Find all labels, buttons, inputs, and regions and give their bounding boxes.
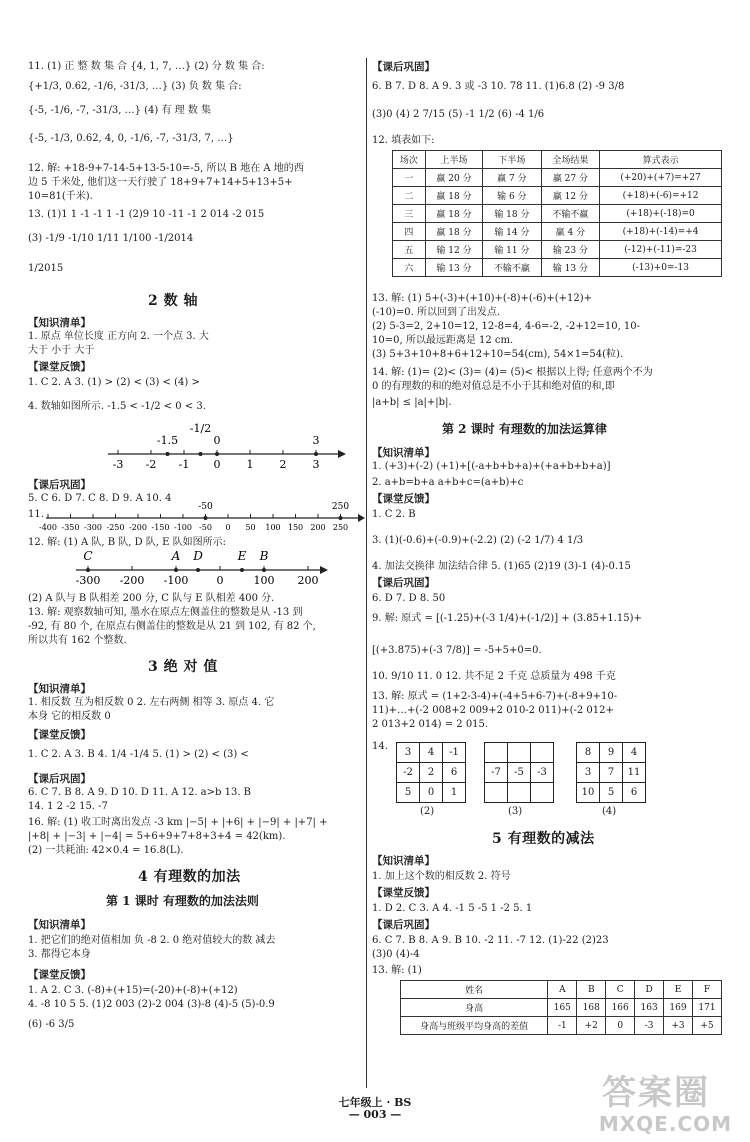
- nl2-tick-label: -150: [151, 523, 170, 532]
- s2-homework-2: 11.: [28, 509, 44, 520]
- table-row: [393, 223, 722, 241]
- grid-row: [577, 783, 646, 803]
- table-cell: 赢 18 分: [425, 187, 482, 205]
- nl1-tick-label: 2: [279, 458, 287, 471]
- s4-knowledge-2: 3. 都得它本身: [28, 949, 91, 960]
- nl1-tick-label: -1: [178, 458, 190, 471]
- r-homework5-3: 13. 解: (1): [372, 965, 422, 976]
- grid-cell: 5: [600, 783, 623, 803]
- table-row: [393, 259, 722, 277]
- table-row: [393, 169, 722, 187]
- s4-knowledge-1: 1. 把它们的绝对值相加 负 -8 2. 0 绝对值较大的数 减去: [28, 935, 276, 946]
- table-cell: 下半场: [483, 151, 542, 169]
- table-cell: +2: [577, 1017, 606, 1035]
- nl1-tick-label: -2: [145, 458, 157, 471]
- s3-knowledge-1: 1. 相反数 互为相反数 0 2. 左右两侧 相等 3. 原点 4. 它: [28, 697, 275, 708]
- s2-knowledge-2: 大于 小于 大于: [28, 345, 95, 356]
- r-q13-4: 10=0, 所以最远距离是 12 cm.: [372, 335, 514, 346]
- table-cell: (+20)+(+7)=+27: [600, 169, 722, 187]
- table-cell: (-12)+(-11)=-23: [600, 241, 722, 259]
- table-cell: 赢 18 分: [425, 205, 482, 223]
- grid-row: [577, 743, 646, 763]
- grid-row: [485, 743, 554, 763]
- q13-line-2: (3) -1/9 -1/10 1/11 1/100 -1/2014: [28, 233, 194, 244]
- grid-cell: 6: [623, 783, 646, 803]
- r-feedback2-2: 3. (1)(-0.6)+(-0.9)+(-2.2) (2) (-2 1/7) 4 1/3: [372, 535, 584, 546]
- nl2-tick-label: -200: [129, 523, 147, 532]
- grid-row: [485, 783, 554, 803]
- table-cell: 赢 7 分: [483, 169, 542, 187]
- grid-cell: -5: [508, 763, 531, 783]
- r-homework5-2: (3)0 (4)-4: [372, 949, 420, 960]
- table-row: [393, 241, 722, 259]
- footer-page-number: — 003 —: [348, 1108, 402, 1121]
- table-cell: C: [606, 981, 635, 999]
- grid-cell: [508, 743, 531, 763]
- nl1-point-label: 0: [213, 434, 221, 447]
- table-cell: 166: [606, 999, 635, 1017]
- r-homework2-header: 【课后巩固】: [372, 577, 435, 589]
- nl2-point: [339, 516, 343, 520]
- number-line-3: [68, 548, 328, 592]
- table-cell: F: [692, 981, 721, 999]
- s4-knowledge-header: 【知识清单】: [28, 919, 91, 931]
- table-cell: 不输不赢: [541, 205, 600, 223]
- grid-cell: 8: [577, 743, 600, 763]
- r-q13-3: (2) 5-3=2, 2+10=12, 12-8=4, 4-6=-2, -2+12=10, 10-: [372, 321, 641, 332]
- square-caption-4: (4): [602, 806, 617, 817]
- nl3-tick-label: 200: [297, 574, 319, 587]
- s3-homework-3: 16. 解: (1) 收工时离出发点 -3 km |−5| + |+6| + |−9| + |+7| +: [28, 817, 328, 828]
- grid-row: [397, 763, 466, 783]
- table-cell: 输 13 分: [425, 259, 482, 277]
- r-q13-5: (3) 5+3+10+8+6+12+10=54(cm), 54×1=54(粒).: [372, 349, 624, 360]
- nl2-tick-label: 0: [225, 523, 231, 532]
- table-cell: 不输不赢: [483, 259, 542, 277]
- s2-homework-header: 【课后巩固】: [28, 479, 91, 491]
- footer-grade: 七年级上 · BS: [338, 1096, 412, 1109]
- table-cell: 三: [393, 205, 426, 223]
- r-homework2-4: 10. 9/10 11. 0 12. 共不足 2 千克 总质量为 498 千克: [372, 671, 616, 682]
- table-cell: 171: [692, 999, 721, 1017]
- r-homework2-6: 11)+…+(-2 008+2 009+2 010-2 011)+(-2 012+: [372, 705, 614, 716]
- r-homework-header-1: 【课后巩固】: [372, 61, 435, 73]
- lesson-2-subtitle: 第 2 课时 有理数的加法运算律: [442, 422, 607, 436]
- s2-feedback-header: 【课堂反馈】: [28, 361, 91, 373]
- nl3-point: [174, 568, 178, 572]
- nl2-tick-label: 250: [332, 523, 349, 532]
- s2-homework-1: 5. C 6. D 7. C 8. D 9. A 10. 4: [28, 493, 172, 504]
- table-cell: 赢 27 分: [541, 169, 600, 187]
- nl1-tick-label: -3: [112, 458, 124, 471]
- table-cell: -1: [548, 1017, 577, 1035]
- grid-cell: 3: [397, 743, 420, 763]
- grid-cell: 4: [420, 743, 443, 763]
- table-cell: (-13)+0=-13: [600, 259, 722, 277]
- q12b-line-1: (2) A 队与 B 队相差 200 分, C 队与 E 队相差 400 分.: [28, 593, 275, 604]
- grid-cell: 7: [600, 763, 623, 783]
- r-feedback5-1: 1. D 2. C 3. A 4. -1 5 -5 1 -2 5. 1: [372, 903, 533, 914]
- table-cell: 五: [393, 241, 426, 259]
- table-cell: +5: [692, 1017, 721, 1035]
- grid-cell: [485, 743, 508, 763]
- nl3-point: [196, 568, 200, 572]
- nl2-tick-label: 50: [245, 523, 256, 532]
- nl1-tick-label: 3: [312, 458, 320, 471]
- table-cell: B: [577, 981, 606, 999]
- table-cell: 168: [577, 999, 606, 1017]
- nl1-tick-label: 0: [213, 458, 221, 471]
- nl2-tick-label: 150: [287, 523, 304, 532]
- table-cell: 输 11 分: [483, 241, 542, 259]
- table-row: [401, 1017, 722, 1035]
- table-cell: 输 6 分: [483, 187, 542, 205]
- nl2-tick-label: 100: [265, 523, 281, 532]
- grid-cell: [531, 783, 554, 803]
- r-homework5-header: 【课后巩固】: [372, 919, 435, 931]
- table-cell: 169: [664, 999, 693, 1017]
- nl2-point-label: 250: [331, 502, 350, 512]
- s3-homework-header: 【课后巩固】: [28, 773, 91, 785]
- magic-square-4: [576, 742, 646, 803]
- table-cell: 算式表示: [600, 151, 722, 169]
- square-caption-3: (3): [508, 806, 523, 817]
- nl3-tick-label: -100: [163, 574, 189, 587]
- r-knowledge2-header: 【知识清单】: [372, 447, 435, 459]
- s4-feedback-3: (6) -6 3/5: [28, 1019, 75, 1030]
- s3-homework-4: |+8| + |−3| + |−4| = 5+6+9+7+8+3+4 = 42(km).: [28, 831, 286, 842]
- table-cell: 输 18 分: [483, 205, 542, 223]
- table-cell: 赢 4 分: [541, 223, 600, 241]
- q13b-line-2: -92, 有 80 个, 在原点右侧盖住的整数是从 21 到 102, 有 82 个,: [28, 621, 316, 632]
- table-cell: D: [635, 981, 664, 999]
- magic-square-3: [484, 742, 554, 803]
- r-feedback5-header: 【课堂反馈】: [372, 887, 435, 899]
- table-cell: 输 12 分: [425, 241, 482, 259]
- grid-cell: 10: [577, 783, 600, 803]
- nl2-tick-label: -250: [106, 523, 125, 532]
- q11-line-4: {-5, -1/3, 0.62, 4, 0, -1/6, -7, -31/3, 7, …}: [28, 133, 234, 144]
- watermark-line-2: MXQE.COM: [598, 1112, 732, 1136]
- s3-feedback-header: 【课堂反馈】: [28, 729, 91, 741]
- r-feedback2-header: 【课堂反馈】: [372, 493, 435, 505]
- r-homework5-1: 6. C 7. B 8. A 9. B 10. -2 11. -7 12. (1)-22 (2)23: [372, 935, 609, 946]
- table-header-row: [401, 981, 722, 999]
- table-cell: (+18)+(-14)=+4: [600, 223, 722, 241]
- table-cell: (+18)+(-6)=+12: [600, 187, 722, 205]
- nl2-point-label: -50: [198, 502, 213, 512]
- number-line-1: [98, 420, 348, 476]
- watermark-line-1: 答案圈: [602, 1073, 710, 1113]
- nl3-point-label: A: [171, 549, 181, 563]
- s2-feedback-2: 4. 数轴如图所示. -1.5 < -1/2 < 0 < 3.: [28, 401, 206, 412]
- q12-line-2: 边 5 千米处, 他们这一天行驶了 18+9+7+14+5+13+5+: [28, 177, 293, 188]
- nl2-tick-label: -100: [174, 523, 192, 532]
- nl2-tick-label: 200: [310, 523, 326, 532]
- nl2-tick-label: -300: [84, 523, 102, 532]
- grid-row: [397, 783, 466, 803]
- r-q14-1: 14. 解: (1)= (2)< (3)= (4)= (5)< 根据以上得; 任意两个不为: [372, 367, 653, 378]
- nl2-tick-label: -50: [199, 523, 212, 532]
- table-row: [401, 999, 722, 1017]
- column-divider: [366, 58, 367, 1088]
- q13-line-1: 13. (1)1 1 -1 -1 1 -1 (2)9 10 -11 -1 2 014 -2 015: [28, 209, 265, 220]
- nl3-tick-label: -300: [75, 574, 101, 587]
- q12-line-3: 10=81(千米).: [28, 191, 93, 202]
- r-knowledge2-2: 2. a+b=b+a a+b+c=(a+b)+c: [372, 477, 524, 488]
- nl3-point: [240, 568, 244, 572]
- q13-line-3: 1/2015: [28, 263, 64, 274]
- r-q13-1: 13. 解: (1) 5+(-3)+(+10)+(-8)+(-6)+(+12)+: [372, 293, 593, 304]
- table-cell: 姓名: [401, 981, 548, 999]
- section-4-subtitle: 第 1 课时 有理数的加法法则: [106, 894, 259, 908]
- s4-feedback-header: 【课堂反馈】: [28, 969, 91, 981]
- grid-cell: [508, 783, 531, 803]
- nl2-tick-label: -350: [61, 523, 80, 532]
- q12b-intro: 12. 解: (1) A 队, B 队, D 队, E 队如图所示:: [28, 537, 227, 548]
- r-homework2-3: [(+3.875)+(-3 7/8)] = -5+5+0=0.: [372, 645, 542, 656]
- table-cell: 165: [548, 999, 577, 1017]
- table-cell: 一: [393, 169, 426, 187]
- q12-line-1: 12. 解: +18-9+7-14-5+13-5-10=-5, 所以 B 地在 A 地的西: [28, 163, 304, 174]
- r-knowledge5-header: 【知识清单】: [372, 855, 435, 867]
- r-homework2-8: 14.: [372, 741, 388, 752]
- table-cell: 赢 12 分: [541, 187, 600, 205]
- table-cell: 全场结果: [541, 151, 600, 169]
- grid-cell: 3: [577, 763, 600, 783]
- grid-cell: 0: [420, 783, 443, 803]
- s2-knowledge-1: 1. 原点 单位长度 正方向 2. 一个点 3. 大: [28, 331, 209, 342]
- section-5-title: 5 有理数的减法: [492, 831, 595, 847]
- r-homework2-5: 13. 解: 原式 = (1+2-3-4)+(-4+5+6-7)+(-8+9+10-: [372, 691, 618, 702]
- grid-cell: 6: [443, 763, 466, 783]
- q11-line-2: {+1/3, 0.62, -1/6, -31/3, …} (3) 负 数 集 合:: [28, 81, 242, 92]
- nl1-point-label: 3: [312, 434, 320, 447]
- grid-row: [577, 763, 646, 783]
- nl3-tick-label: 100: [253, 574, 275, 587]
- grid-cell: 11: [623, 763, 646, 783]
- table-row: [393, 205, 722, 223]
- nl3-point-label: C: [83, 549, 93, 563]
- nl1-point: [314, 452, 318, 456]
- table-cell: 上半场: [425, 151, 482, 169]
- nl1-point: [166, 452, 170, 456]
- grid-cell: 9: [600, 743, 623, 763]
- grid-cell: -7: [485, 763, 508, 783]
- s3-homework-1: 6. C 7. B 8. A 9. D 10. D 11. A 12. a>b 13. B: [28, 787, 252, 798]
- score-table: [392, 150, 722, 277]
- s4-feedback-2: 4. -8 10 5 5. (1)2 003 (2)-2 004 (3)-8 (4)-5 (5)-0.9: [28, 999, 275, 1010]
- r-homework1-3: 12. 填表如下:: [372, 135, 435, 146]
- r-q14-2: 0 的有理数的和的绝对值总是不小于其和绝对值的和,即: [372, 381, 615, 392]
- q13b-line-1: 13. 解: 观察数轴可知, 墨水在原点左侧盖住的整数是从 -13 到: [28, 607, 303, 618]
- table-cell: A: [548, 981, 577, 999]
- grid-cell: 4: [623, 743, 646, 763]
- nl3-point-label: D: [193, 549, 203, 563]
- table-cell: 赢 18 分: [425, 223, 482, 241]
- grid-cell: [485, 783, 508, 803]
- table-header-row: [393, 151, 722, 169]
- number-line-2: [28, 500, 365, 536]
- r-feedback2-3: 4. 加法交换律 加法结合律 5. (1)65 (2)19 (3)-1 (4)-0.15: [372, 561, 631, 572]
- table-cell: E: [664, 981, 693, 999]
- grid-row: [397, 743, 466, 763]
- table-row: [393, 187, 722, 205]
- table-cell: 六: [393, 259, 426, 277]
- s4-feedback-1: 1. A 2. C 3. (-8)+(+15)=(-20)+(-8)+(+12): [28, 985, 238, 996]
- grid-cell: 1: [443, 783, 466, 803]
- s2-knowledge-header: 【知识清单】: [28, 317, 91, 329]
- nl2-point: [204, 516, 208, 520]
- grid-cell: [531, 743, 554, 763]
- table-cell: 身高与班级平均身高的差值: [401, 1017, 548, 1035]
- nl1-point-label: -1.5: [156, 434, 179, 447]
- grid-cell: -3: [531, 763, 554, 783]
- table-cell: 场次: [393, 151, 426, 169]
- r-knowledge5-1: 1. 加上这个数的相反数 2. 符号: [372, 871, 511, 882]
- table-cell: 身高: [401, 999, 548, 1017]
- table-cell: 163: [635, 999, 664, 1017]
- s3-knowledge-header: 【知识清单】: [28, 683, 91, 695]
- s3-homework-2: 14. 1 2 -2 15. -7: [28, 801, 108, 812]
- s3-homework-5: (2) 一共耗油: 42×0.4 = 16.8(L).: [28, 845, 184, 856]
- magic-square-2: [396, 742, 466, 803]
- r-q13-2: (-10)=0. 所以回到了出发点.: [372, 307, 501, 318]
- r-homework1-2: (3)0 (4) 2 7/15 (5) -1 1/2 (6) -4 1/6: [372, 109, 545, 120]
- nl3-point-label: B: [259, 549, 269, 563]
- table-cell: 赢 20 分: [425, 169, 482, 187]
- nl1-point: [215, 452, 219, 456]
- r-homework2-7: 2 013+2 014) = 2 015.: [372, 719, 489, 730]
- table-cell: (+18)+(-18)=0: [600, 205, 722, 223]
- grid-cell: -1: [443, 743, 466, 763]
- r-homework1-1: 6. B 7. D 8. A 9. 3 或 -3 10. 78 11. (1)6.8 (2) -9 3/8: [372, 81, 625, 92]
- r-knowledge2-1: 1. (+3)+(-2) (+1)+[(-a+b+b+a)+(+a+b+b+a)]: [372, 461, 611, 472]
- grid-cell: 2: [420, 763, 443, 783]
- q11-line-1: 11. (1) 正 整 数 集 合 {4, 1, 7, …} (2) 分 数 集 合:: [28, 61, 265, 72]
- nl1-point-label: -1/2: [189, 422, 212, 435]
- r-feedback2-1: 1. C 2. B: [372, 509, 416, 520]
- s2-feedback-1: 1. C 2. A 3. (1) > (2) < (3) < (4) >: [28, 377, 200, 388]
- grid-cell: 5: [397, 783, 420, 803]
- section-2-title: 2 数 轴: [148, 293, 198, 309]
- s3-knowledge-2: 本身 它的相反数 0: [28, 711, 111, 722]
- table-cell: -3: [635, 1017, 664, 1035]
- nl1-point: [199, 452, 203, 456]
- nl2-tick-label: -400: [39, 523, 57, 532]
- q11-line-3: {-5, -1/6, -7, -31/3, …} (4) 有 理 数 集: [28, 105, 212, 116]
- table-cell: 输 14 分: [483, 223, 542, 241]
- nl3-tick-label: -200: [119, 574, 145, 587]
- table-cell: 输 23 分: [541, 241, 600, 259]
- s3-feedback-1: 1. C 2. A 3. B 4. 1/4 -1/4 5. (1) > (2) < (3) <: [28, 749, 249, 760]
- r-homework2-2: 9. 解: 原式 = [(-1.25)+(-3 1/4)+(-1/2)] + (3.85+1.15)+: [372, 613, 642, 624]
- q13b-line-3: 所以共有 162 个整数.: [28, 635, 127, 646]
- r-q14-3: |a+b| ≤ |a|+|b|.: [372, 397, 452, 408]
- table-cell: +3: [664, 1017, 693, 1035]
- nl3-point: [262, 568, 266, 572]
- nl1-tick-label: 1: [246, 458, 254, 471]
- grid-cell: -2: [397, 763, 420, 783]
- table-cell: 输 13 分: [541, 259, 600, 277]
- section-3-title: 3 绝 对 值: [148, 659, 218, 675]
- grid-row: [485, 763, 554, 783]
- nl3-point-label: E: [237, 549, 247, 563]
- height-table: [400, 980, 722, 1035]
- nl3-point: [86, 568, 90, 572]
- square-caption-2: (2): [420, 806, 435, 817]
- table-cell: 二: [393, 187, 426, 205]
- table-cell: 四: [393, 223, 426, 241]
- nl3-tick-label: 0: [216, 574, 224, 587]
- section-4-title: 4 有理数的加法: [138, 869, 241, 885]
- r-homework2-1: 6. D 7. D 8. 50: [372, 593, 446, 604]
- table-cell: 0: [606, 1017, 635, 1035]
